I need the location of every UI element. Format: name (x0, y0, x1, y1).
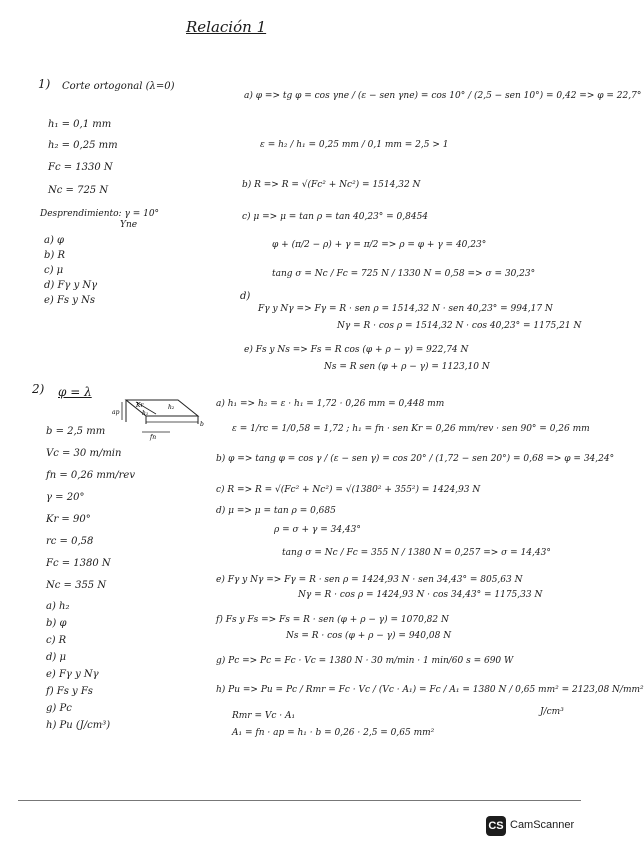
diagram-label-h1: h₁ (142, 410, 149, 417)
p1-question-d: d) Fγ y Nγ (44, 280, 98, 291)
p1-solution-d-n: Nγ = R · cos ρ = 1514,32 N · cos 40,23° = 1175,21 N (337, 321, 582, 331)
problem1-heading: Corte ortogonal (λ=0) (62, 81, 175, 92)
p2-solution-g: g) Pc => Pc = Fc · Vc = 1380 N · 30 m/min · 1 min/60 s = 690 W (216, 656, 514, 666)
problem2-heading: φ = λ (58, 385, 92, 399)
p1-solution-a: a) φ => tg φ = cos γne / (ε − sen γne) = cos 10° / (2,5 − sen 10°) = 0,42 => φ = 22,7° (244, 91, 642, 101)
p1-solution-epsilon: ε = h₂ / h₁ = 0,25 mm / 0,1 mm = 2,5 > 1 (260, 140, 449, 150)
p1-question-a: a) φ (44, 235, 65, 246)
camscanner-logo: CS (486, 816, 506, 836)
page-bottom-line (18, 800, 581, 801)
p2-given-gamma: γ = 20° (46, 492, 85, 503)
p2-question-c: c) R (46, 635, 67, 646)
p2-solution-d: d) μ => μ = tan ρ = 0,685 (216, 506, 336, 516)
p1-question-c: c) μ (44, 265, 64, 276)
p2-solution-f-n: Ns = R · cos (φ + ρ − γ) = 940,08 N (286, 631, 452, 641)
p2-solution-f-f: f) Fs y Fs => Fs = R · sen (φ + ρ − γ) = 1070,82 N (216, 615, 449, 625)
p2-solution-sigma: tang σ = Nc / Fc = 355 N / 1380 N = 0,257 => σ = 14,43° (282, 548, 551, 558)
p1-solution-e-n: Ns = R sen (φ + ρ − γ) = 1123,10 N (324, 362, 490, 372)
p2-solution-h: h) Pu => Pu = Pc / Rmr = Fc · Vc / (Vc · A₁) = Fc / A₁ = 1380 N / 0,65 mm² = 2123,08 N/mm² (216, 685, 644, 695)
p2-solution-e-n: Nγ = R · cos ρ = 1424,93 N · cos 34,43° = 1175,33 N (298, 590, 543, 600)
p2-question-e: e) Fγ y Nγ (46, 669, 99, 680)
cutting-tool-diagram (112, 392, 212, 442)
p2-question-h: h) Pu (J/cm³) (46, 720, 111, 731)
p1-solution-d-label: d) (240, 291, 251, 302)
p2-solution-h-unit: J/cm³ (540, 707, 564, 717)
p1-given-h2: h₂ = 0,25 mm (48, 140, 118, 151)
p2-given-b: b = 2,5 mm (46, 426, 106, 437)
p1-solution-e-f: e) Fs y Ns => Fs = R cos (φ + ρ − γ) = 922,74 N (244, 345, 469, 355)
p1-given-nc: Nc = 725 N (48, 185, 109, 196)
p2-given-vc: Vc = 30 m/min (46, 448, 122, 459)
p2-question-f: f) Fs y Fs (46, 686, 93, 697)
p2-solution-e-f: e) Fγ y Nγ => Fγ = R · sen ρ = 1424,93 N · sen 34,43° = 805,63 N (216, 575, 523, 585)
p2-solution-a: a) h₁ => h₂ = ε · h₁ = 1,72 · 0,26 mm = 0,448 mm (216, 399, 445, 409)
p1-given-gamma-sub: Yne (120, 220, 138, 230)
p2-given-kr: Kr = 90° (46, 514, 91, 525)
p2-question-g: g) Pc (46, 703, 72, 714)
p2-question-d: d) μ (46, 652, 66, 663)
p2-given-nc: Nc = 355 N (46, 580, 107, 591)
p1-solution-c: c) μ => μ = tan ρ = tan 40,23° = 0,8454 (242, 212, 429, 222)
camscanner-text: CamScanner (510, 819, 575, 831)
diagram-label-h2: h₂ (168, 404, 175, 411)
p1-solution-sigma: tang σ = Nc / Fc = 725 N / 1330 N = 0,58 => σ = 30,23° (272, 269, 536, 279)
p1-solution-d-f: Fγ y Nγ => Fγ = R · sen ρ = 1514,32 N · sen 40,23° = 994,17 N (258, 304, 553, 314)
p2-solution-epsilon: ε = 1/rc = 1/0,58 = 1,72 ; h₁ = fn · sen Kr = 0,26 mm/rev · sen 90° = 0,26 mm (232, 424, 590, 434)
p2-solution-b: b) φ => tang φ = cos γ / (ε − sen γ) = cos 20° / (1,72 − sen 20°) = 0,68 => φ = 34,24° (216, 454, 615, 464)
p1-solution-b: b) R => R = √(Fc² + Nc²) = 1514,32 N (242, 180, 421, 190)
p1-given-gamma: Desprendimiento: γ = 10° (40, 209, 160, 219)
diagram-label-fn: fn (150, 434, 157, 441)
p1-question-e: e) Fs y Ns (44, 295, 95, 306)
p1-given-fc: Fc = 1330 N (48, 162, 113, 173)
problem1-number: 1) (38, 77, 51, 91)
p1-solution-rho: φ + (π/2 − ρ) + γ = π/2 => ρ = φ + γ = 40,23° (272, 240, 487, 250)
p2-solution-c: c) R => R = √(Fc² + Nc²) = √(1380² + 355²) = 1424,93 N (216, 485, 481, 495)
p2-given-fn: fn = 0,26 mm/rev (46, 470, 136, 481)
p2-question-a: a) h₂ (46, 601, 70, 612)
p2-solution-rho: ρ = σ + γ = 34,43° (274, 525, 361, 535)
p1-question-b: b) R (44, 250, 66, 261)
diagram-label-b: b (200, 421, 204, 428)
p2-solution-rmr: Rmr = Vc · A₁ (232, 711, 296, 721)
page-title: Relación 1 (186, 18, 267, 36)
p2-question-b: b) φ (46, 618, 67, 629)
diagram-label-kr: Kr (136, 402, 144, 409)
p2-given-rc: rc = 0,58 (46, 536, 94, 547)
diagram-label-ap: ap (112, 409, 120, 416)
p1-given-h1: h₁ = 0,1 mm (48, 119, 112, 130)
p2-solution-a1: A₁ = fn · ap = h₁ · b = 0,26 · 2,5 = 0,65 mm² (232, 728, 435, 738)
p2-given-fc: Fc = 1380 N (46, 558, 111, 569)
problem2-number: 2) (32, 382, 45, 396)
